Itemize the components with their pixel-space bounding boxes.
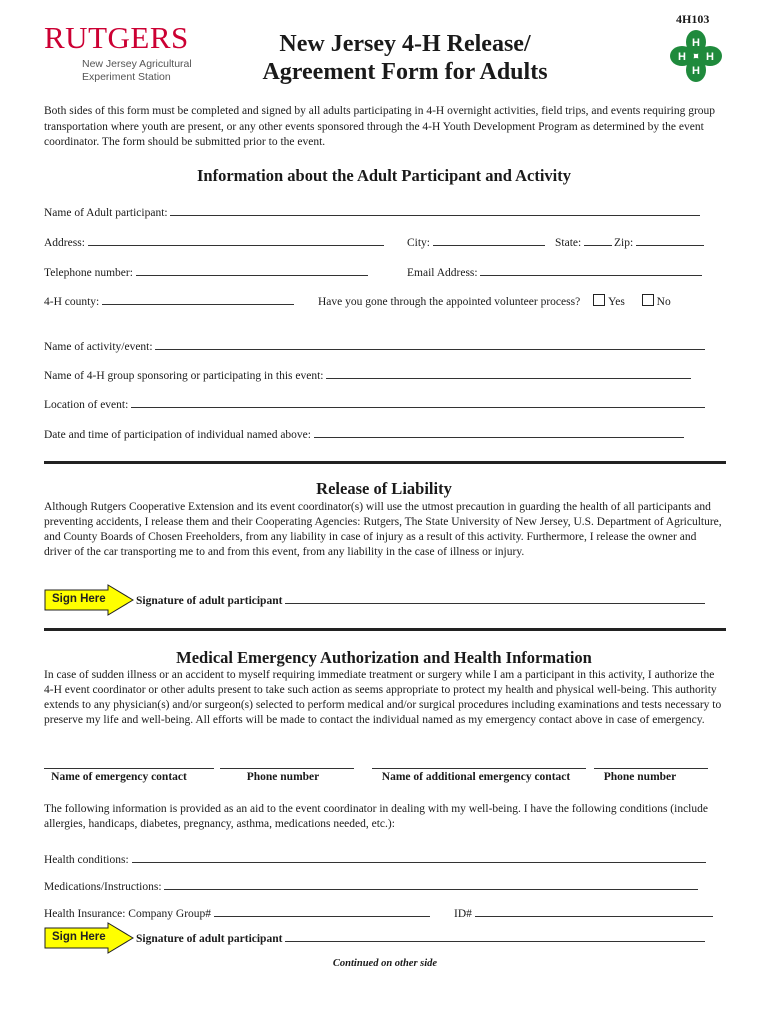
state-row — [555, 235, 612, 249]
city-row — [407, 235, 545, 249]
insurance-label: Health Insurance: Company Group# — [44, 908, 212, 920]
meds-field[interactable] — [164, 879, 698, 890]
state-field[interactable] — [584, 235, 612, 246]
phone-row — [44, 265, 368, 279]
insurance-field[interactable] — [214, 906, 430, 917]
svg-text:H: H — [678, 51, 686, 63]
address-row — [44, 235, 384, 249]
adult-name-field[interactable] — [170, 205, 700, 216]
title-line-1: New Jersey 4-H Release/ — [279, 31, 531, 57]
rutgers-logo-subtitle — [82, 58, 222, 84]
insurance-id-row — [454, 906, 713, 920]
insurance-id-label: ID# — [454, 908, 472, 920]
contact-phone-label: Phone number — [246, 771, 320, 783]
yes-checkbox[interactable] — [593, 294, 605, 306]
adult-name-row — [44, 205, 700, 219]
contact2-name-label: Name of additional emergency contact — [381, 771, 571, 783]
health-row — [44, 852, 706, 866]
section-divider-1 — [44, 461, 726, 464]
medical-text: In case of sudden illness or an accident to myself requiring immediate treatment or surgery while I am a participant in this activity, I authorize the 4-H event coordinator or other adults present to take such action as seems appropriate to protect my health and physical well-being. This authority extends to any physician(s) and/or surgeon(s) selected to perform medical and/or surgical procedures including examinations and tests necessary to preserve my life and well-being. All efforts will be made to contact the individual named as my emergency contact above in case of emergency. — [44, 669, 722, 726]
svg-text:H: H — [692, 65, 700, 77]
no-label: No — [656, 296, 671, 308]
info-heading: Information about the Adult Participant and Activity — [196, 166, 572, 185]
release-signature-field[interactable] — [285, 593, 705, 604]
form-code: 4H103 — [676, 12, 710, 26]
activity-label: Name of activity/event: — [44, 341, 153, 353]
phone-label: Telephone number: — [44, 267, 133, 279]
aid-text: The following information is provided as an aid to the event coordinator in dealing with my well-being. I have the following conditions (include allergies, handicaps, diabetes, pregnancy, asthma, medications needed, etc.): — [44, 803, 708, 830]
svg-text:H: H — [706, 51, 714, 63]
yes-option[interactable] — [593, 296, 625, 308]
medical-signature-row — [136, 931, 705, 945]
continued-note: Continued on other side — [332, 958, 438, 969]
zip-row — [614, 235, 704, 249]
no-option[interactable] — [642, 296, 671, 308]
meds-label: Medications/Instructions: — [44, 881, 162, 893]
activity-row — [44, 339, 705, 353]
location-label: Location of event: — [44, 399, 129, 411]
activity-field[interactable] — [155, 339, 705, 350]
volunteer-row — [318, 294, 671, 308]
intro-text: Both sides of this form must be completed and signed by all adults participating in 4-H overnight activities, field trips, and events requiring group transportation where youth are present, or any other events sponsored through the 4-H Youth Development Program as determined by the event coordinator. The form should be submitted prior to the event. — [44, 105, 716, 148]
email-field[interactable] — [480, 265, 702, 276]
sign-here-label-1: Sign Here — [52, 593, 106, 605]
county-row — [44, 294, 294, 308]
location-field[interactable] — [131, 397, 705, 408]
medical-signature-label: Signature of adult participant — [136, 933, 283, 945]
section-divider-2 — [44, 628, 726, 631]
no-checkbox[interactable] — [642, 294, 654, 306]
datetime-row — [44, 427, 684, 441]
state-label: State: — [555, 237, 582, 249]
page-title — [230, 30, 580, 86]
email-row — [407, 265, 702, 279]
logo-sub-line-1: New Jersey Agricultural — [82, 58, 192, 70]
release-signature-row — [136, 593, 705, 607]
contact2-phone-line[interactable] — [594, 768, 708, 769]
release-heading: Release of Liability — [316, 479, 452, 498]
logo-sub-line-2: Experiment Station — [82, 71, 171, 83]
insurance-row — [44, 906, 430, 920]
contact-name-label: Name of emergency contact — [51, 771, 187, 783]
phone-field[interactable] — [136, 265, 368, 276]
address-field[interactable] — [88, 235, 384, 246]
svg-text:H: H — [692, 37, 700, 49]
volunteer-question: Have you gone through the appointed volunteer process? — [318, 296, 581, 308]
email-label: Email Address: — [407, 267, 478, 279]
city-label: City: — [407, 237, 431, 249]
health-field[interactable] — [132, 852, 706, 863]
county-field[interactable] — [102, 294, 294, 305]
datetime-label: Date and time of participation of individual named above: — [44, 429, 311, 441]
zip-field[interactable] — [636, 235, 704, 246]
yes-label: Yes — [608, 296, 625, 308]
release-text: Although Rutgers Cooperative Extension and its event coordinator(s) will use the utmost precaution in guarding the health of all participants and preventing accidents, I release them and their Cooperating Agencies: Rutgers, The State University of New Jersey, U.S. Department of Agriculture, and County Boards of Chosen Freeholders, from any liability in case of injury as a result of this activity. Furthermore, I release the owner and driver of the car transporting me to and from this event, from any liability in the case of illness or injury. — [44, 501, 722, 558]
county-label: 4-H county: — [44, 296, 100, 308]
address-label: Address: — [44, 237, 85, 249]
group-field[interactable] — [326, 368, 691, 379]
medical-heading: Medical Emergency Authorization and Health Information — [176, 648, 592, 667]
release-signature-label: Signature of adult participant — [136, 595, 283, 607]
rutgers-logo: RUTGERS — [44, 20, 189, 55]
medical-signature-field[interactable] — [285, 931, 705, 942]
title-line-2: Agreement Form for Adults — [262, 59, 548, 85]
health-label: Health conditions: — [44, 854, 129, 866]
group-row — [44, 368, 691, 382]
sign-here-label-2: Sign Here — [52, 931, 106, 943]
city-field[interactable] — [433, 235, 545, 246]
contact2-name-line[interactable] — [372, 768, 586, 769]
contact2-phone-label: Phone number — [603, 771, 677, 783]
contact-name-line[interactable] — [44, 768, 214, 769]
4h-clover-icon — [668, 28, 724, 84]
location-row — [44, 397, 705, 411]
datetime-field[interactable] — [314, 427, 684, 438]
adult-name-label: Name of Adult participant: — [44, 207, 168, 219]
insurance-id-field[interactable] — [475, 906, 713, 917]
zip-label: Zip: — [614, 237, 634, 249]
group-label: Name of 4-H group sponsoring or participating in this event: — [44, 370, 324, 382]
meds-row — [44, 879, 698, 893]
contact-phone-line[interactable] — [220, 768, 354, 769]
